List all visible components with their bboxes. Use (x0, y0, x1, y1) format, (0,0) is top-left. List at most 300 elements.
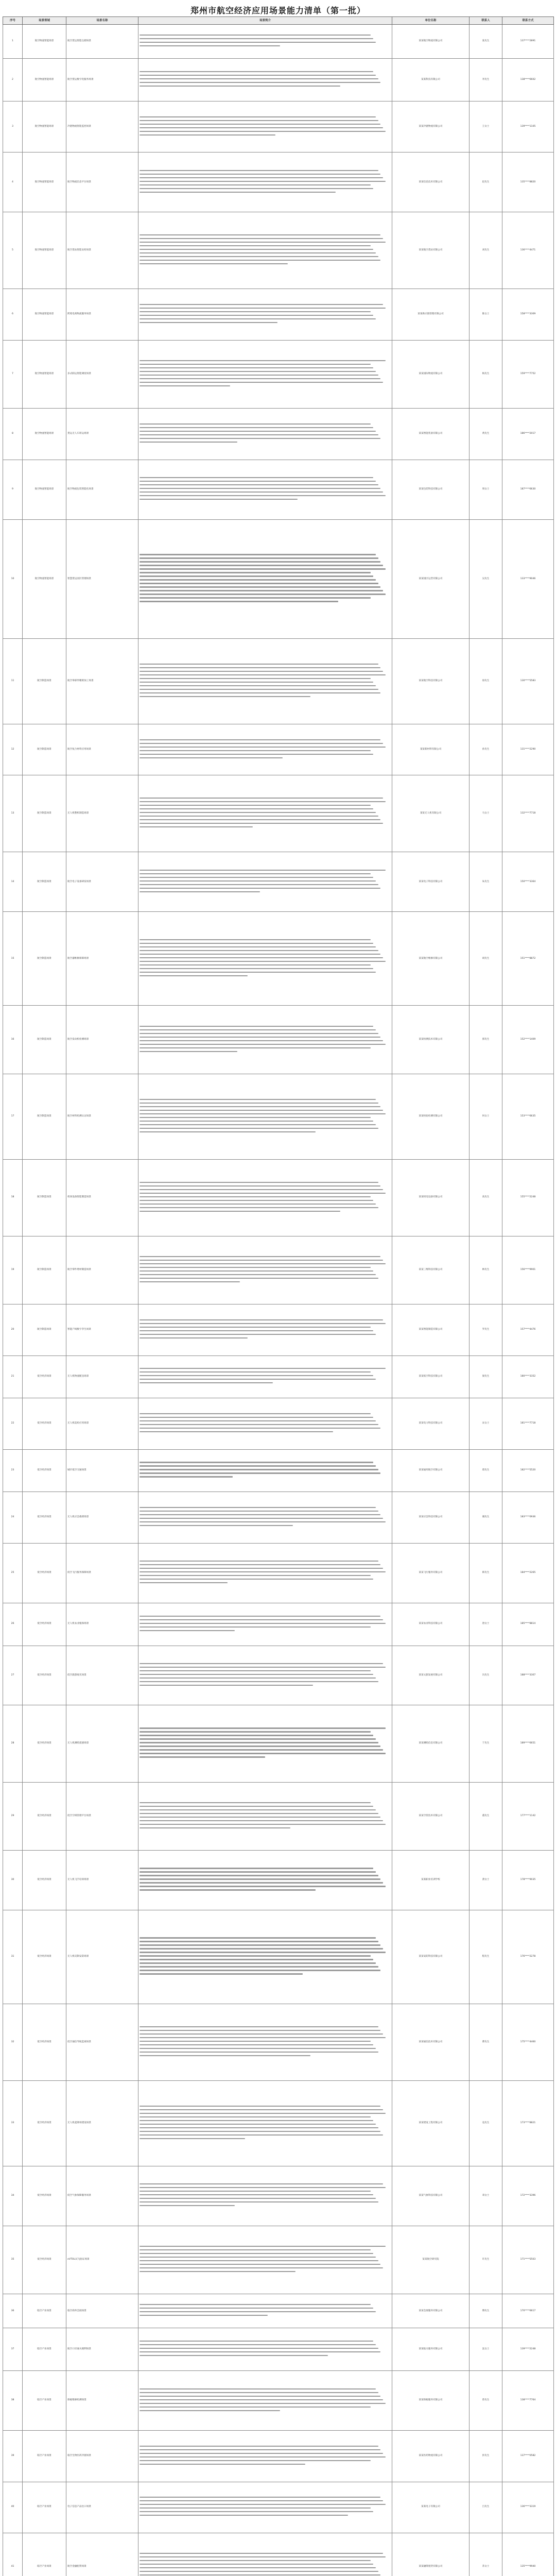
description-text-lines (140, 1368, 391, 1386)
row-unit: 某某会展服务有限公司 (392, 2294, 470, 2328)
row-phone: 157****4476 (502, 1304, 554, 1355)
description-text-lines (140, 869, 391, 894)
row-name: 智能产线数字孪生场景 (66, 1304, 138, 1355)
row-domain: 航空制造场景 (23, 1159, 66, 1236)
row-description (138, 724, 392, 775)
table-row (3, 460, 554, 519)
row-unit: 某某通用航空有限公司 (392, 1449, 470, 1492)
row-unit: 某某保税服务有限公司 (392, 2371, 470, 2431)
row-unit: 某某低空科技有限公司 (392, 1355, 470, 1398)
row-unit: 某某供应链管理有限公司 (392, 289, 470, 340)
row-name: 无人机应急救援场景 (66, 1492, 138, 1543)
row-phone: 176****2278 (502, 1910, 554, 2004)
row-phone: 180****3352 (502, 1355, 554, 1398)
row-contact: 许先生 (470, 2226, 502, 2294)
table-row (3, 340, 554, 409)
row-name: 低空空域管理平台场景 (66, 1782, 138, 1851)
row-name: 航空货运智能仓储场景 (66, 25, 138, 59)
row-domain: 低空经济场景 (23, 1603, 66, 1646)
row-phone: 138****6602 (502, 59, 554, 101)
row-number: 38 (3, 2371, 23, 2431)
row-name: 航空零部件精密加工场景 (66, 639, 138, 724)
row-phone: 132****7718 (502, 775, 554, 852)
row-description (138, 2081, 392, 2166)
row-contact: 郭先生 (470, 1006, 502, 1074)
row-description (138, 1492, 392, 1543)
table-row (3, 1910, 554, 2004)
table-row (3, 1782, 554, 1851)
row-unit: 某某科技有限公司 (392, 59, 470, 101)
row-unit: 某某航空科技有限公司 (392, 639, 470, 724)
row-contact: 杨先生 (470, 340, 502, 409)
row-contact: 刘先生 (470, 212, 502, 289)
row-number: 25 (3, 1543, 23, 1603)
row-phone: 137****2891 (502, 25, 554, 59)
row-description (138, 1236, 392, 1304)
row-number: 4 (3, 152, 23, 212)
row-phone: 182****5520 (502, 1449, 554, 1492)
description-text-lines (140, 1413, 391, 1434)
row-phone: 135****9940 (502, 2533, 554, 2576)
description-text-lines (140, 71, 391, 89)
row-number: 28 (3, 1705, 23, 1782)
row-name: 货运无人车转运场景 (66, 409, 138, 460)
row-phone: 158****3309 (502, 289, 554, 340)
table-row (3, 912, 554, 1006)
row-number: 40 (3, 2482, 23, 2533)
description-text-lines (140, 939, 391, 978)
row-contact: 韩先生 (470, 1543, 502, 1603)
row-unit: 某某飞行服务有限公司 (392, 1543, 470, 1603)
row-unit: 某某无人机有限公司 (392, 775, 470, 852)
description-text-lines (140, 1181, 391, 1214)
row-domain: 航空物流智能场景 (23, 212, 66, 289)
row-unit: 某某测绘信息有限公司 (392, 1705, 470, 1782)
row-name: 航空零件增材制造场景 (66, 1236, 138, 1304)
row-name: 保税维修检测场景 (66, 2371, 138, 2431)
row-name: 低空气象保障服务场景 (66, 2166, 138, 2226)
row-domain: 临空产业场景 (23, 2328, 66, 2371)
table-row (3, 775, 554, 852)
row-domain: 低空经济场景 (23, 1705, 66, 1782)
row-phone: 155****2248 (502, 1159, 554, 1236)
row-domain: 低空经济场景 (23, 2081, 66, 2166)
row-contact: 吴先生 (470, 519, 502, 639)
row-number: 32 (3, 2004, 23, 2081)
description-text-lines (140, 664, 391, 700)
row-phone: 170****6617 (502, 2294, 554, 2328)
row-phone: 138****7764 (502, 2371, 554, 2431)
row-unit: 某某电子有限公司 (392, 2482, 470, 2533)
row-description (138, 2226, 392, 2294)
table-row (3, 289, 554, 340)
description-text-lines (140, 1615, 391, 1633)
row-description (138, 460, 392, 519)
row-phone: 133****9046 (502, 519, 554, 639)
row-phone: 172****3396 (502, 2166, 554, 2226)
row-name: 航空物流信息平台场景 (66, 152, 138, 212)
row-domain: 航空制造场景 (23, 775, 66, 852)
row-domain: 航空物流智能场景 (23, 101, 66, 152)
table-row (3, 2371, 554, 2431)
row-description (138, 852, 392, 912)
row-unit: 某某电力科技有限公司 (392, 1398, 470, 1449)
row-unit: 某某国际物流有限公司 (392, 340, 470, 409)
row-name: 城市低空交通场景 (66, 1449, 138, 1492)
table-row (3, 2431, 554, 2482)
description-text-lines (140, 2341, 391, 2359)
row-contact: 彭先生 (470, 2431, 502, 2482)
row-domain: 低空经济场景 (23, 1910, 66, 2004)
row-name: 跨境电商物流服务场景 (66, 289, 138, 340)
row-name: 航空电子设备研发场景 (66, 852, 138, 912)
row-number: 6 (3, 289, 23, 340)
row-contact: 唐女士 (470, 1603, 502, 1646)
row-domain: 低空经济场景 (23, 2166, 66, 2226)
row-contact: 邓女士 (470, 2166, 502, 2226)
row-description (138, 2533, 392, 2576)
row-phone: 184****2265 (502, 1543, 554, 1603)
table-row (3, 724, 554, 775)
row-contact: 董先生 (470, 1782, 502, 1851)
row-phone: 177****1142 (502, 1782, 554, 1851)
description-text-lines (140, 1098, 391, 1134)
row-description (138, 340, 392, 409)
row-domain: 低空经济场景 (23, 1398, 66, 1449)
table-row (3, 1603, 554, 1646)
row-name: 无人机物流配送场景 (66, 1355, 138, 1398)
row-number: 10 (3, 519, 23, 639)
description-text-lines (140, 1937, 391, 1977)
row-number: 15 (3, 912, 23, 1006)
row-domain: 航空制造场景 (23, 912, 66, 1006)
row-number: 9 (3, 460, 23, 519)
row-phone: 185****8814 (502, 1603, 554, 1646)
table-row (3, 2533, 554, 2576)
description-text-lines (140, 2105, 391, 2141)
row-description (138, 2328, 392, 2371)
row-domain: 航空制造场景 (23, 1236, 66, 1304)
row-number: 34 (3, 2166, 23, 2226)
row-unit: 某某电子科技有限公司 (392, 852, 470, 912)
table-row (3, 409, 554, 460)
row-phone: 131****2290 (502, 724, 554, 775)
description-text-lines (140, 1256, 391, 1284)
row-name: 航空材料检测认证场景 (66, 1074, 138, 1159)
row-description (138, 409, 392, 460)
row-name: 临空生物医药冷链场景 (66, 2431, 138, 2482)
header-name: 场景名称 (66, 17, 138, 25)
row-description (138, 2431, 392, 2482)
row-number: 2 (3, 59, 23, 101)
header-domain: 场景领域 (23, 17, 66, 25)
row-contact: 林先生 (470, 1236, 502, 1304)
row-name: 航空器维修保障场景 (66, 912, 138, 1006)
row-phone: 188****3307 (502, 1646, 554, 1705)
table-row (3, 2226, 554, 2294)
row-description (138, 1782, 392, 1851)
row-number: 16 (3, 1006, 23, 1074)
row-domain: 低空经济场景 (23, 1355, 66, 1398)
table-row (3, 2081, 554, 2166)
row-unit: 某某通信技术有限公司 (392, 2004, 470, 2081)
row-description (138, 912, 392, 1006)
row-name: 无人机飞手培训场景 (66, 1851, 138, 1910)
header-no: 序号 (3, 17, 23, 25)
row-number: 39 (3, 2431, 23, 2482)
table-row (3, 2004, 554, 2081)
row-domain: 低空经济场景 (23, 2004, 66, 2081)
row-contact: 马女士 (470, 775, 502, 852)
row-contact: 苏女士 (470, 2533, 502, 2576)
row-description (138, 1449, 392, 1492)
row-description (138, 1646, 392, 1705)
row-domain: 航空物流智能场景 (23, 409, 66, 460)
description-text-lines (140, 304, 391, 326)
row-unit: 某某安防科技有限公司 (392, 1910, 470, 2004)
row-domain: 低空经济场景 (23, 2226, 66, 2294)
row-unit: 某某检验检测有限公司 (392, 1074, 470, 1159)
row-name: 无人机测绘遥感场景 (66, 1705, 138, 1782)
table-row (3, 1705, 554, 1782)
row-description (138, 289, 392, 340)
description-text-lines (140, 1802, 391, 1831)
row-domain: 航空物流智能场景 (23, 519, 66, 639)
row-contact: 曾先生 (470, 2371, 502, 2431)
row-contact: 朱先生 (470, 852, 502, 912)
description-text-lines (140, 116, 391, 138)
row-description (138, 1159, 392, 1236)
row-name: 无人机巡检应用场景 (66, 1398, 138, 1449)
row-domain: 航空制造场景 (23, 1006, 66, 1074)
row-number: 1 (3, 25, 23, 59)
row-number: 18 (3, 1159, 23, 1236)
description-text-lines (140, 423, 391, 445)
description-text-lines (140, 2245, 391, 2274)
row-unit: 某某智能制造有限公司 (392, 1304, 470, 1355)
row-description (138, 2166, 392, 2226)
row-description (138, 212, 392, 289)
table-row (3, 519, 554, 639)
table-row (3, 2166, 554, 2226)
row-number: 13 (3, 775, 23, 852)
row-number: 30 (3, 1851, 23, 1910)
row-domain: 航空物流智能场景 (23, 460, 66, 519)
row-number: 33 (3, 2081, 23, 2166)
table-row (3, 101, 554, 152)
row-number: 19 (3, 1236, 23, 1304)
row-name: 无人机整机制造场景 (66, 775, 138, 852)
row-contact: 沈女士 (470, 2328, 502, 2371)
row-domain: 临空产业场景 (23, 2294, 66, 2328)
table-row (3, 2294, 554, 2328)
row-number: 21 (3, 1355, 23, 1398)
row-phone: 189****6651 (502, 1705, 554, 1782)
table-row (3, 639, 554, 724)
row-description (138, 152, 392, 212)
row-description (138, 25, 392, 59)
row-name: 航空物流包装智能化场景 (66, 460, 138, 519)
description-text-lines (140, 2183, 391, 2209)
row-domain: 低空经济场景 (23, 1782, 66, 1851)
row-phone: 171****5503 (502, 2226, 554, 2294)
table-row (3, 59, 554, 101)
row-number: 14 (3, 852, 23, 912)
row-name: 无人机反制安防场景 (66, 1910, 138, 2004)
description-text-lines (140, 1727, 391, 1760)
row-unit: 某某航空货站有限公司 (392, 212, 470, 289)
row-name: 航空口岸通关便利场景 (66, 2328, 138, 2371)
page-title: 郑州市航空经济应用场景能力清单（第一批） (190, 6, 366, 15)
row-description (138, 1603, 392, 1646)
row-number: 37 (3, 2328, 23, 2371)
row-unit: 某某智能装备有限公司 (392, 409, 470, 460)
row-unit: 某某融资租赁有限公司 (392, 2533, 470, 2576)
row-name: 航空货站智能安检场景 (66, 212, 138, 289)
row-contact: 梁先生 (470, 1355, 502, 1398)
row-contact: 吕先生 (470, 2482, 502, 2533)
row-description (138, 1398, 392, 1449)
row-phone: 173****8821 (502, 2081, 554, 2166)
row-phone: 183****0936 (502, 1492, 554, 1543)
row-number: 17 (3, 1074, 23, 1159)
row-phone: 187****6630 (502, 460, 554, 519)
table-row (3, 2328, 554, 2371)
table-row (3, 1449, 554, 1492)
row-domain: 低空经济场景 (23, 1449, 66, 1492)
row-contact: 陈女士 (470, 289, 502, 340)
row-contact: 曹先生 (470, 2004, 502, 2081)
row-phone: 130****5583 (502, 639, 554, 724)
table-row (3, 1646, 554, 1705)
row-domain: 航空物流智能场景 (23, 340, 66, 409)
row-contact: 程先生 (470, 1910, 502, 2004)
description-text-lines (140, 2388, 391, 2413)
table-row (3, 25, 554, 59)
row-name: 航空复合材料应用场景 (66, 724, 138, 775)
row-contact: 谢先生 (470, 1492, 502, 1543)
row-unit: 某某机电设备有限公司 (392, 1159, 470, 1236)
row-domain: 航空制造场景 (23, 724, 66, 775)
row-contact: 罗先生 (470, 1304, 502, 1355)
description-text-lines (140, 2553, 391, 2576)
table-row (3, 152, 554, 212)
row-name: 临空商务会展场景 (66, 2294, 138, 2328)
row-description (138, 1304, 392, 1355)
description-text-lines (140, 1868, 391, 1893)
row-domain: 临空产业场景 (23, 2533, 66, 2576)
row-contact: 王女士 (470, 101, 502, 152)
row-description (138, 2004, 392, 2081)
row-description (138, 2294, 392, 2328)
table-row (3, 1236, 554, 1304)
row-phone: 178****9035 (502, 1851, 554, 1910)
row-domain: 航空物流智能场景 (23, 152, 66, 212)
table-row (3, 1006, 554, 1074)
row-phone: 153****6635 (502, 1074, 554, 1159)
table-row (3, 1304, 554, 1355)
row-phone: 156****9901 (502, 1236, 554, 1304)
row-domain: 航空物流智能场景 (23, 25, 66, 59)
row-name: 低空飞行服务保障场景 (66, 1543, 138, 1603)
row-unit: 某某新材料有限公司 (392, 724, 470, 775)
row-contact: 于先生 (470, 1705, 502, 1782)
description-text-lines (140, 2026, 391, 2059)
row-name: 无人机起降场建设场景 (66, 2081, 138, 2166)
row-name: 冷链物流智能监控场景 (66, 101, 138, 152)
row-contact: 宋女士 (470, 1398, 502, 1449)
row-description (138, 775, 392, 852)
row-name: 电子信息产品出口场景 (66, 2482, 138, 2533)
header-description: 场景简介 (138, 17, 392, 25)
row-contact: 傅先生 (470, 2294, 502, 2328)
row-number: 26 (3, 1603, 23, 1646)
row-domain: 航空制造场景 (23, 639, 66, 724)
description-text-lines (140, 477, 391, 502)
row-contact: 胡先生 (470, 912, 502, 1006)
description-text-lines (140, 739, 391, 760)
row-name: 机场设备智能制造场景 (66, 1159, 138, 1236)
header-phone: 联系方式 (502, 17, 554, 25)
description-text-lines (140, 360, 391, 388)
row-number: 7 (3, 340, 23, 409)
row-description (138, 1910, 392, 2004)
row-phone: 152****1409 (502, 1006, 554, 1074)
row-number: 35 (3, 2226, 23, 2294)
row-domain: 临空产业场景 (23, 2482, 66, 2533)
row-unit: 某某航空维修有限公司 (392, 912, 470, 1006)
row-name: 航空发动机检测场景 (66, 1006, 138, 1074)
row-unit: 某某检测技术有限公司 (392, 1006, 470, 1074)
row-number: 29 (3, 1782, 23, 1851)
row-number: 24 (3, 1492, 23, 1543)
row-domain: 低空经济场景 (23, 1543, 66, 1603)
header-contact: 联系人 (470, 17, 502, 25)
row-unit: 某某航空物流有限公司 (392, 25, 470, 59)
row-description (138, 1705, 392, 1782)
row-domain: 航空制造场景 (23, 1304, 66, 1355)
row-phone: 150****3364 (502, 852, 554, 912)
row-description (138, 1074, 392, 1159)
row-name: 航空金融租赁场景 (66, 2533, 138, 2576)
row-number: 27 (3, 1646, 23, 1705)
row-phone: 186****2017 (502, 409, 554, 460)
row-domain: 低空经济场景 (23, 1492, 66, 1543)
row-unit: 某某文旅发展有限公司 (392, 1646, 470, 1705)
row-phone: 139****2248 (502, 2328, 554, 2371)
row-unit: 某某冷链物流有限公司 (392, 101, 470, 152)
table-row (3, 1398, 554, 1449)
scenario-table (3, 16, 554, 2576)
row-description (138, 2371, 392, 2431)
description-text-lines (140, 1561, 391, 1586)
row-phone: 135****8820 (502, 152, 554, 212)
row-contact: 高先生 (470, 1159, 502, 1236)
row-number: 23 (3, 1449, 23, 1492)
row-phone: 159****7752 (502, 340, 554, 409)
row-number: 41 (3, 2533, 23, 2576)
row-number: 12 (3, 724, 23, 775)
row-contact: 周女士 (470, 460, 502, 519)
row-name: 低空旅游观光场景 (66, 1646, 138, 1705)
row-phone: 175****4460 (502, 2004, 554, 2081)
row-description (138, 2482, 392, 2533)
row-contact: 黄先生 (470, 409, 502, 460)
row-domain: 低空经济场景 (23, 1851, 66, 1910)
row-description (138, 1355, 392, 1398)
row-contact: 赵先生 (470, 152, 502, 212)
description-text-lines (140, 2497, 391, 2518)
